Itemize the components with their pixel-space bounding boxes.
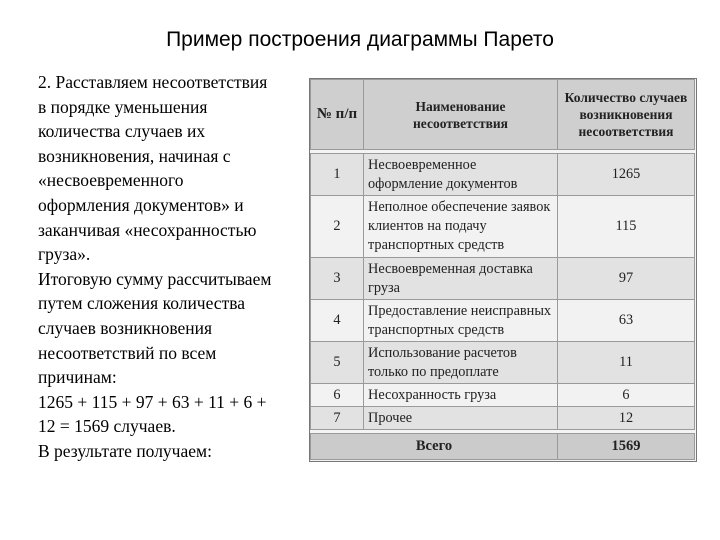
header-name-line: несоответствия (413, 115, 508, 131)
text-line: В результате получаем: (38, 440, 212, 461)
table-row (311, 258, 695, 300)
row-name: Несвоевременная доставка груза (364, 258, 558, 300)
text-line: груза». (38, 244, 91, 265)
row-name: Использование расчетов только по предоплате (364, 342, 558, 384)
table-row (311, 384, 695, 407)
row-name: Несохранность груза (364, 384, 558, 407)
text-line: возникновения, начиная с (38, 145, 231, 166)
text-line: случаев возникновения (38, 317, 213, 338)
row-num: 2 (311, 196, 364, 258)
row-name: Предоставление неисправных транспортных средств (364, 300, 558, 342)
row-num: 5 (311, 342, 364, 384)
table-row (311, 154, 695, 196)
total-label: Всего (311, 434, 558, 460)
slide-title: Пример построения диаграммы Парето (166, 28, 554, 51)
header-count (558, 80, 695, 150)
header-num: № п/п (311, 80, 364, 150)
table-row (311, 407, 695, 430)
row-name: Несвоевременное оформление документов (364, 154, 558, 196)
pareto-table-image (309, 78, 697, 462)
row-count: 63 (558, 300, 695, 342)
text-line: Итоговую сумму рассчитываем (38, 268, 272, 289)
row-num: 3 (311, 258, 364, 300)
row-count: 115 (558, 196, 695, 258)
row-name: Неполное обеспечение заявок клиентов на подачу транспортных средств (364, 196, 558, 258)
row-count: 97 (558, 258, 695, 300)
row-count: 12 (558, 407, 695, 430)
header-name (364, 80, 558, 150)
table-row (311, 300, 695, 342)
row-num: 1 (311, 154, 364, 196)
header-count-line: несоответствия (578, 124, 674, 139)
table-row (311, 196, 695, 258)
header-count-line: возникновения (579, 107, 673, 122)
total-count: 1569 (558, 434, 695, 460)
pareto-table (310, 79, 695, 460)
text-line: в порядке уменьшения (38, 96, 208, 117)
row-count: 11 (558, 342, 695, 384)
total-row (311, 434, 695, 460)
text-line: заканчивая «несохранностью (38, 219, 257, 240)
row-name: Прочее (364, 407, 558, 430)
text-line: причинам: (38, 367, 117, 388)
row-count: 1265 (558, 154, 695, 196)
row-num: 6 (311, 384, 364, 407)
text-line: 2. Расставляем несоответствия (38, 72, 268, 92)
text-line: «несвоевременного (38, 170, 184, 191)
text-line: оформления документов» и (38, 194, 244, 215)
header-name-line: Наименование (415, 98, 506, 114)
table-row (311, 342, 695, 384)
body-text (38, 70, 310, 464)
row-count: 6 (558, 384, 695, 407)
row-num: 4 (311, 300, 364, 342)
text-line: путем сложения количества (38, 293, 246, 314)
header-count-line: Количество случаев (564, 90, 688, 105)
text-line: 12 = 1569 случаев. (38, 416, 176, 437)
text-line: количества случаев их (38, 121, 206, 142)
row-num: 7 (311, 407, 364, 430)
text-line: 1265 + 115 + 97 + 63 + 11 + 6 + (38, 391, 267, 412)
text-line: несоответствий по всем (38, 342, 217, 363)
